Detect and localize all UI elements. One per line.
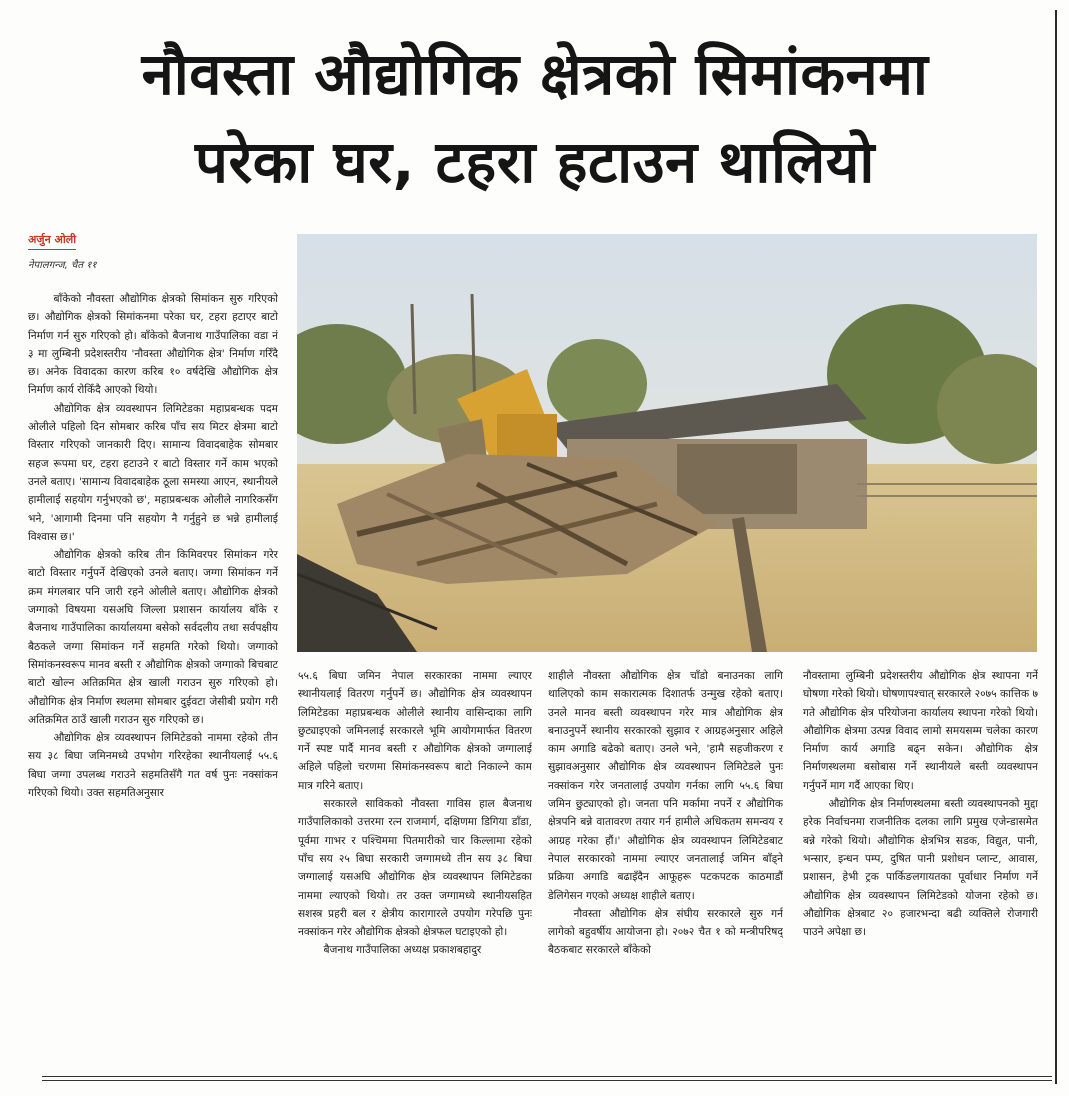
bottom-rule-double [42, 1080, 1052, 1081]
paragraph: शाहीले नौवस्ता औद्योगिक क्षेत्र चाँडो बनाउनका लागि थालिएको काम सकारात्मक दिशातर्फ उन्मुख रहेको बताए। उनले मानव बस्ती व्यवस्थापन गरेर मात्र औद्योगिक क्षेत्र बनाउनुपर्ने स्थानीय सरकारको सुझाव र आग्रहअनुसार अहिले काम अगाडि बढेको बताए। उनले भने, 'हामै सहजीकरण र सुझावअनुसार औद्योगिक क्षेत्र व्यवस्थापन लिमिटेडले पुनः नक्सांकन गरेर जनतालाई उपयोग गर्नका लागि ५५.६ बिघा जमिन छुट्याएको हो। जनता पनि मर्कामा नपर्ने र औद्योगिक क्षेत्रपनि बन्ने वातावरण तयार गर्न हामीले अधिकतम समन्वय र आग्रह गरेका हौं।' औद्योगिक क्षेत्र व्यवस्थापन लिमिटेडबाट नेपाल सरकारको नाममा ल्याएर जनतालाई जमिन बाँड्ने प्रक्रिया अगाडि बढाइँदैन आफूहरू पटकपटक काठमाडौं डेलिगेसन गएको अध्यक्ष शाहीले बताए। [548, 670, 783, 902]
photo-demolition-scene [297, 234, 1037, 652]
paragraph: सरकारले साविकको नौवस्ता गाविस हाल बैजनाथ गाउँपालिकाको उत्तरमा रत्न राजमार्ग, दक्षिणमा डिगिया डाँडा, पूर्वमा गाभर र पश्चिममा पितमारीको चार किल्लामा रहेको पाँच सय २५ बिघा सरकारी जग्गामध्ये तीन सय ३८ बिघा जग्गालाई यसअघि औद्योगिक क्षेत्र व्यवस्थापन लिमिटेडका नाममा ल्याएको थियो। तर उक्त जग्गामध्ये स्थानीयसहित सशस्त्र प्रहरी बल र क्षेत्रीय कारागारले उपयोग गरेपछि पुनः नक्सांकन गरेर औद्योगिक क्षेत्रको क्षेत्रफल घटाइएको हो। [298, 798, 532, 939]
dateline: नेपालगन्ज, चैत ११ [28, 260, 97, 271]
paragraph: औद्योगिक क्षेत्र व्यवस्थापन लिमिटेडको नाममा रहेको तीन सय ३८ बिघा जमिनमध्ये उपभोग गरिरहेका स्थानीयलाई ५५.६ बिघा जग्गा उपलब्ध गराउने सहमतिसँगै गत वर्ष पुनः नक्सांकन गरिएको थियो। उक्त सहमतिअनुसार [28, 732, 278, 800]
article-column-1 [28, 290, 278, 1065]
author-name: अर्जुन ओली [28, 232, 76, 250]
bottom-rule [42, 1076, 1052, 1077]
byline [28, 228, 278, 271]
news-photo [297, 234, 1037, 652]
headline-line-2: परेका घर, टहरा हटाउन थालियो [195, 128, 875, 196]
paragraph: नौवस्ता औद्योगिक क्षेत्र संघीय सरकारले सुरु गर्न लागेको बहुवर्षीय आयोजना हो। २०७२ चैत १ को मन्त्रीपरिषद् बैठकबाट सरकारले बाँकेको [548, 907, 783, 957]
right-column-rule [1055, 10, 1057, 1084]
article-column-4 [803, 667, 1038, 1065]
paragraph: बाँकेको नौवस्ता औद्योगिक क्षेत्रको सिमांकन सुरु गरिएको छ। औद्योगिक क्षेत्रको सिमांकनमा परेका घर, टहरा हटाएर बाटो निर्माण गर्न सुरु गरिएको हो। बाँकेको बैजनाथ गाउँपालिका वडा नं ३ मा लुम्बिनी प्रदेशस्तरीय 'नौवस्ता औद्योगिक क्षेत्र' निर्माण गरिँदै छ। अनेक विवादका कारण करिब १० वर्षदेखि औद्योगिक क्षेत्र निर्माण कार्य रोकिँदै आएको थियो। [28, 293, 278, 397]
article-column-2 [298, 667, 532, 1065]
paragraph: औद्योगिक क्षेत्रको करिब तीन किमिवरपर सिमांकन गरेर बाटो विस्तार गर्नुपर्ने देखिएको उनले बताए। जग्गा सिमांकन गर्ने क्रम मंगलबार पनि जारी रहने ओलीले बताए। औद्योगिक क्षेत्रको जग्गाको विषयमा यसअघि जिल्ला प्रशासन कार्यालय बाँके र बैजनाथ गाउँपालिका कार्यालयमा बसेको सर्वदलीय तथा सर्वपक्षीय बैठकले जग्गा सिमांकन गर्ने सहमति गरेको थियो। जग्गाको सिमांकनस्वरूप मानव बस्ती र औद्योगिक क्षेत्रको जग्गाको बिचबाट बाटो खोल्न अतिक्रमित क्षेत्र खाली गराउन सुरु गरिएको हो। औद्योगिक क्षेत्र निर्माण स्थलमा सोमबार दुईवटा जेसीबी प्रयोग गरी अतिक्रमित ठाउँ खाली गराउन सुरु गरिएको छ। [28, 549, 278, 726]
article-column-3 [548, 667, 783, 1065]
paragraph: ५५.६ बिघा जमिन नेपाल सरकारका नाममा ल्याएर स्थानीयलाई वितरण गर्नुपर्ने छ। औद्योगिक क्षेत्र व्यवस्थापन लिमिटेडका महाप्रबन्धक ओलीले स्थानीय वासिन्दाका लागि छुट्याइएको जमिनलाई सरकारले भूमि आयोगमार्फत वितरण गर्ने स्पष्ट पार्दै मानव बस्ती र औद्योगिक क्षेत्रको जग्गालाई अहिले पहिलो चरणमा सिमांकनस्वरूप बाटो निकाल्ने काम मात्र गरिने बताए। [298, 670, 532, 792]
headline [20, 30, 1050, 206]
paragraph: औद्योगिक क्षेत्र व्यवस्थापन लिमिटेडका महाप्रबन्धक पदम ओलीले पहिलो दिन सोमबार करिब पाँच सय मिटर क्षेत्रमा बाटो विस्तार गरिएको जानकारी दिए। सामान्य विवादबाहेक सोमबार सहज रूपमा घर, टहरा हटाउने र बाटो विस्तार गर्ने काम भएको उनले बताए। 'सामान्य विवादबाहेक ठूला समस्या आएन, स्थानीयले हामीलाई सहयोग गर्नुभएको छ', महाप्रबन्धक ओलीले नागरिकसँग भने, 'आगामी दिनमा पनि सहयोग नै गर्नुहुने छ भन्ने हामीलाई विश्वास छ।' [28, 402, 278, 543]
paragraph: नौवस्तामा लुम्बिनी प्रदेशस्तरीय औद्योगिक क्षेत्र स्थापना गर्ने घोषणा गरेको थियो। घोषणापश्चात् सरकारले २०७५ कात्तिक ७ गते औद्योगिक क्षेत्र परियोजना कार्यालय स्थापना गरेको थियो। औद्योगिक क्षेत्रमा उत्पन्न विवाद लामो समयसम्म चलेका कारण निर्माण कार्य अगाडि बढ्न सकेन। औद्योगिक क्षेत्र निर्माणस्थलमा बसोबास गर्ने स्थानीयले बस्ती व्यवस्थापन गर्नुपर्ने माग गर्दै आएका थिए। [803, 670, 1038, 792]
headline-line-1: नौवस्ता औद्योगिक क्षेत्रको सिमांकनमा [141, 40, 929, 108]
paragraph: औद्योगिक क्षेत्र निर्माणस्थलमा बस्ती व्यवस्थापनको मुद्दा हरेक निर्वाचनमा राजनीतिक दलका लागि प्रमुख एजेन्डासमेत बन्ने गरेको थियो। औद्योगिक क्षेत्रभित्र सडक, विद्युत, पानी, भन्सार, इन्धन पम्प, दुषित पानी प्रशोधन प्लान्ट, आवास, प्रशासन, हेभी ट्रक पार्किङलगायतका पूर्वाधार निर्माण गर्ने औद्योगिक क्षेत्र व्यवस्थापन लिमिटेडको योजना रहेको छ। औद्योगिक क्षेत्रबाट २० हजारभन्दा बढी व्यक्तिले रोजगारी पाउने अपेक्षा छ। [803, 798, 1038, 939]
paragraph: बैजनाथ गाउँपालिका अध्यक्ष प्रकाशबहादुर [323, 944, 482, 957]
